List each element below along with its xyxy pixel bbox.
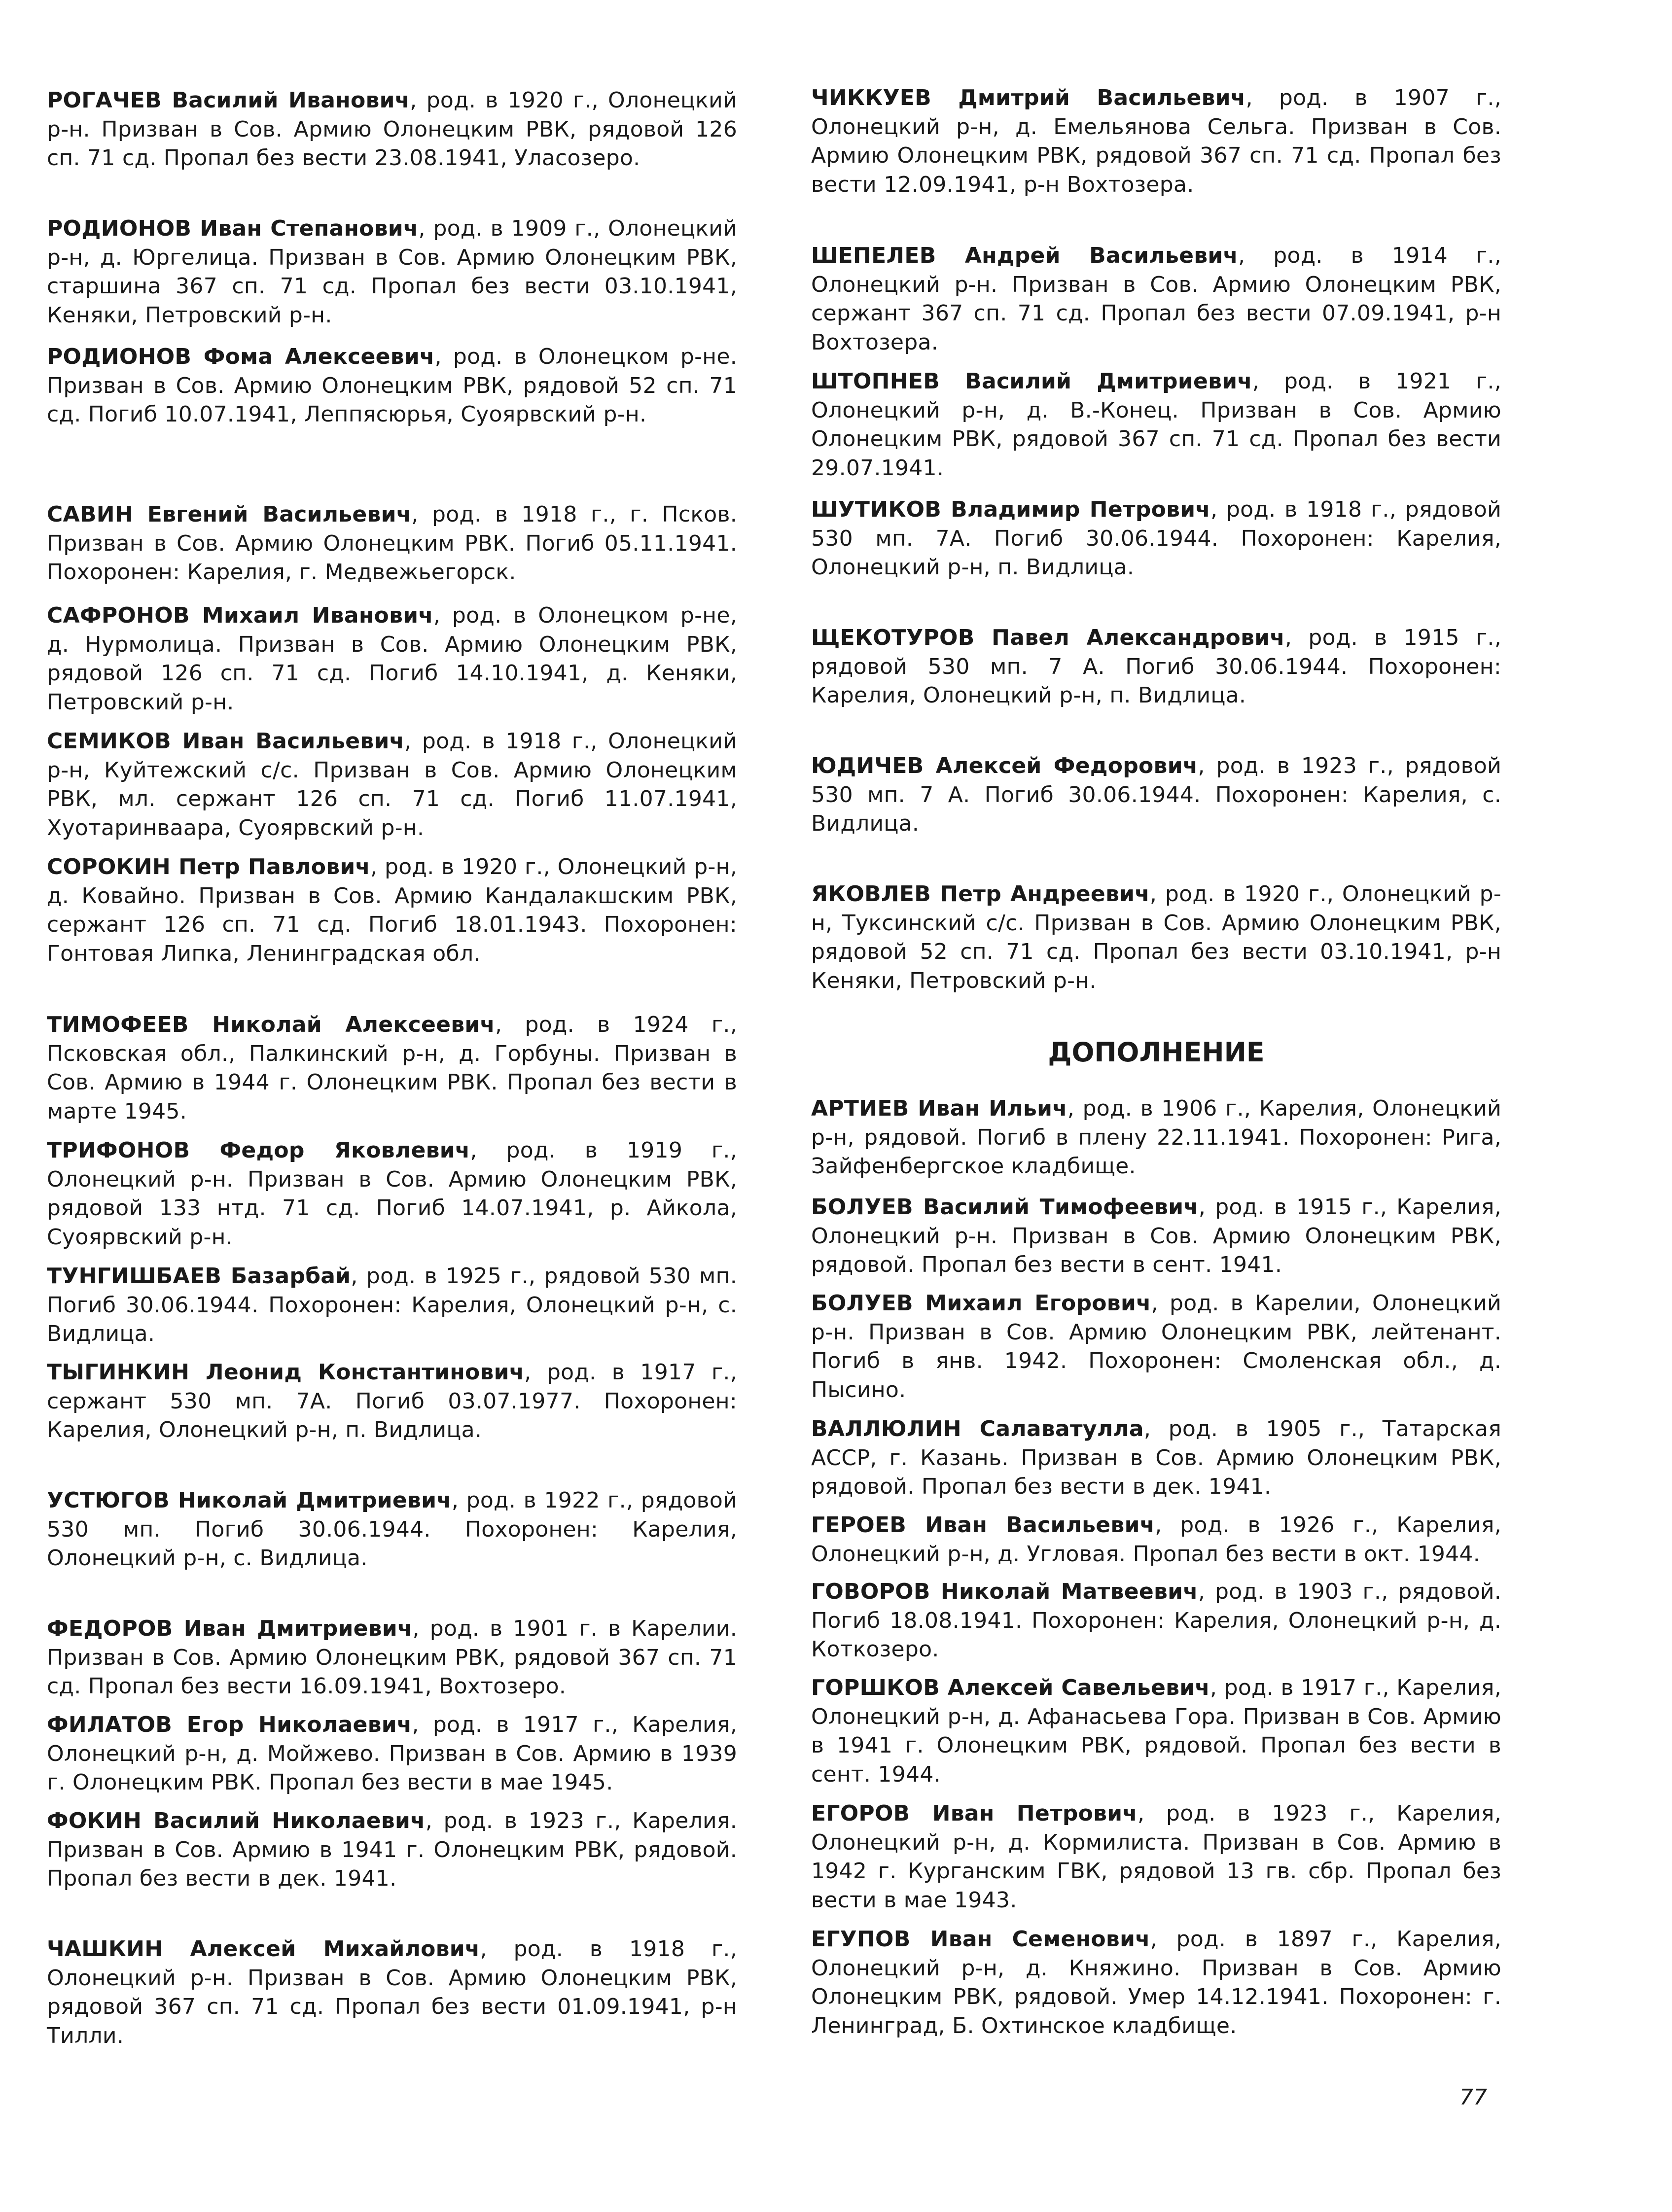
entry-name: ТИМОФЕЕВ Николай Алексеевич [47, 1012, 496, 1037]
entry-boluev-vasily [811, 1193, 1501, 1280]
entry-name: РОДИОНОВ Фома Алексеевич [47, 344, 435, 369]
entry-text: , род. в 1897 г., Карелия, Олонецкий р-н, д. Княжино. Призван в Сов. Армию Олонецким РВК, рядовой. Умер 14.12.1941. Похоронен: г. Ленинград, Б. Охтинское кладбище. [811, 1927, 1501, 2038]
entry-name: УСТЮГОВ Николай Дмитриевич [47, 1488, 452, 1513]
entry-vallyulin [811, 1415, 1501, 1502]
entry-egorov [811, 1799, 1501, 1915]
entry-name: БОЛУЕВ Василий Тимофеевич [811, 1194, 1199, 1220]
entry-text: , род. в 1909 г., Олонецкий р-н, д. Юргелица. Призван в Сов. Армию Олонецким РВК, старшина 367 сп. 71 сд. Пропал без вести 03.10.1941, Кеняки, Петровский р-н. [47, 216, 737, 328]
entry-egupov [811, 1925, 1501, 2040]
entry-gorshkov [811, 1674, 1501, 1789]
entry-name: ШТОПНЕВ Василий Дмитриевич [811, 369, 1252, 394]
entry-text: , род. в Карелии, Олонецкий р-н. Призван в Сов. Армию Олонецким РВК, лейтенант. Погиб в янв. 1942. Похоронен: Смоленская обл., д. Пысино. [811, 1291, 1501, 1403]
entry-name: САВИН Евгений Васильевич [47, 502, 412, 527]
entry-text: , род. в 1920 г., Олонецкий р-н, Туксинский с/с. Призван в Сов. Армию Олонецким РВК, рядовой 52 сп. 71 сд. Пропал без вести 03.10.1941, р-н Кеняки, Петровский р-н. [811, 881, 1501, 993]
entry-geroev [811, 1511, 1501, 1569]
entry-text: , род. в 1915 г., рядовой 530 мп. 7 А. Погиб 30.06.1944. Похоронен: Карелия, Олонецкий р-н, п. Видлица. [811, 625, 1501, 708]
entry-name: ШЕПЕЛЕВ Андрей Васильевич [811, 243, 1238, 268]
entry-name: ЧИККУЕВ Дмитрий Васильевич [811, 85, 1246, 110]
entry-timofeev [47, 1011, 737, 1126]
entry-text: , род. в 1923 г., Карелия. Призван в Сов. Армию в 1941 г. Олонецким РВК, рядовой. Пропал без вести в дек. 1941. [47, 1808, 737, 1891]
entry-safronov [47, 601, 737, 717]
section-title: ДОПОЛНЕНИЕ [1048, 1037, 1265, 1068]
entry-semikov [47, 727, 737, 843]
entry-name: ШУТИКОВ Владимир Петрович [811, 497, 1210, 522]
entry-rodionov-foma [47, 343, 737, 429]
entry-chikkuev [811, 84, 1501, 199]
entry-text: , род. в 1918 г., г. Псков. Призван в Сов. Армию Олонецким РВК. Погиб 05.11.1941. Похоронен: Карелия, г. Медвежьегорск. [47, 502, 737, 585]
entry-name: ГОРШКОВ Алексей Савельевич [811, 1675, 1210, 1700]
entry-schekoturov [811, 624, 1501, 710]
entry-name: БОЛУЕВ Михаил Егорович [811, 1291, 1151, 1316]
entry-name: ЧАШКИН Алексей Михайлович [47, 1936, 480, 1962]
entry-name: ТУНГИШБАЕВ Базарбай [47, 1264, 351, 1289]
entry-text: , род. в 1925 г., рядовой 530 мп. Погиб 30.06.1944. Похоронен: Карелия, Олонецкий р-н, с. Видлица. [47, 1264, 737, 1346]
entry-trifonov [47, 1136, 737, 1252]
entry-name: ФОКИН Василий Николаевич [47, 1808, 426, 1833]
entry-boluev-mikhail [811, 1289, 1501, 1404]
entry-text: , род. в 1922 г., рядовой 530 мп. Погиб 30.06.1944. Похоронен: Карелия, Олонецкий р-н, с. Видлица. [47, 1488, 737, 1571]
entry-chashkin [47, 1935, 737, 2050]
entry-text: , род. в 1901 г. в Карелии. Призван в Сов. Армию Олонецким РВК, рядовой 367 сп. 71 сд. Пропал без вести 16.09.1941, Вохтозеро. [47, 1616, 737, 1699]
entry-name: САФРОНОВ Михаил Иванович [47, 603, 433, 628]
entry-text: , род. в Олонецком р-не, д. Нурмолица. Призван в Сов. Армию Олонецким РВК, рядовой 126 сп. 71 сд. Погиб 14.10.1941, д. Кеняки, Петровский р-н. [47, 603, 737, 715]
entry-yudichev [811, 752, 1501, 839]
entry-shutikov [811, 495, 1501, 582]
entry-text: , род. в 1926 г., Карелия, Олонецкий р-н, д. Угловая. Пропал без вести в окт. 1944. [811, 1512, 1501, 1567]
entry-text: , род. в 1918 г., Олонецкий р-н. Призван в Сов. Армию Олонецким РВК, рядовой 367 сп. 71 сд. Пропал без вести 01.09.1941, р-н Тилли. [47, 1936, 737, 2048]
entry-name: ЩЕКОТУРОВ Павел Александрович [811, 625, 1285, 650]
entry-text: , род. в 1920 г., Олонецкий р-н, д. Ковайно. Призван в Сов. Армию Кандалакшским РВК, сержант 126 сп. 71 сд. Погиб 18.01.1943. Похоронен: Гонтовая Липка, Ленинградская обл. [47, 854, 737, 966]
entry-name: ФИЛАТОВ Егор Николаевич [47, 1712, 412, 1737]
entry-govorov [811, 1578, 1501, 1664]
entry-name: СЕМИКОВ Иван Васильевич [47, 729, 405, 754]
entry-name: СОРОКИН Петр Павлович [47, 854, 371, 879]
entry-name: ЮДИЧЕВ Алексей Федорович [811, 753, 1198, 778]
page-number: 77 [1459, 2085, 1487, 2110]
entry-text: , род. в 1918 г., рядовой 530 мп. 7А. Погиб 30.06.1944. Похоронен: Карелия, Олонецкий р-н, п. Видлица. [811, 497, 1501, 580]
entry-text: , род. в 1915 г., Карелия, Олонецкий р-н. Призван в Сов. Армию Олонецким РВК, рядовой. Пропал без вести в сент. 1941. [811, 1194, 1501, 1277]
entry-rogachev [47, 86, 737, 173]
entry-yakovlev [811, 880, 1501, 995]
entry-text: , род. в 1918 г., Олонецкий р-н, Куйтежский с/с. Призван в Сов. Армию Олонецким РВК, мл. сержант 126 сп. 71 сд. Погиб 11.07.1941, Хуотаринваара, Суоярвский р-н. [47, 729, 737, 841]
entry-name: ГОВОРОВ Николай Матвеевич [811, 1579, 1198, 1604]
entry-name: ФЕДОРОВ Иван Дмитриевич [47, 1616, 413, 1641]
entry-text: , род. в 1924 г., Псковская обл., Палкинский р-н, д. Горбуны. Призван в Сов. Армию в 1944 г. Олонецким РВК. Пропал без вести в марте 1945. [47, 1012, 737, 1124]
entry-savin [47, 500, 737, 587]
entry-name: ВАЛЛЮЛИН Салаватулла [811, 1416, 1144, 1441]
entry-name: ГЕРОЕВ Иван Васильевич [811, 1512, 1155, 1538]
entry-name: АРТИЕВ Иван Ильич [811, 1096, 1067, 1121]
entry-filatov [47, 1711, 737, 1797]
entry-name: РОДИОНОВ Иван Степанович [47, 216, 419, 241]
entry-text: , род. в 1907 г., Олонецкий р-н, д. Емельянова Сельга. Призван в Сов. Армию Олонецким РВК, рядовой 367 сп. 71 сд. Пропал без вести 12.09.1941, р-н Вохтозера. [811, 85, 1501, 197]
entry-artiev [811, 1094, 1501, 1181]
entry-name: ЕГОРОВ Иван Петрович [811, 1801, 1138, 1826]
entry-name: ЯКОВЛЕВ Петр Андреевич [811, 881, 1150, 907]
entry-ustyugov [47, 1486, 737, 1573]
entry-text: , род. в 1914 г., Олонецкий р-н. Призван в Сов. Армию Олонецким РВК, сержант 367 сп. 71 сд. Пропал без вести 07.09.1941, р-н Вохтозера. [811, 243, 1501, 355]
entry-text: , род. в 1917 г., Карелия, Олонецкий р-н, д. Афанасьева Гора. Призван в Сов. Армию в 1941 г. Олонецким РВК, рядовой. Пропал без вести в сент. 1944. [811, 1675, 1501, 1787]
entry-name: ЕГУПОВ Иван Семенович [811, 1927, 1150, 1952]
entry-text: , род. в 1923 г., рядовой 530 мп. 7 А. Погиб 30.06.1944. Похоронен: Карелия, с. Видлица. [811, 753, 1501, 836]
entry-text: , род. в Олонецком р-не. Призван в Сов. Армию Олонецким РВК, рядовой 52 сп. 71 сд. Погиб 10.07.1941, Леппясюрья, Суоярвский р-н. [47, 344, 737, 427]
entry-sorokin [47, 853, 737, 968]
entry-fedorov [47, 1615, 737, 1701]
entry-tyginkin [47, 1358, 737, 1445]
entry-fokin [47, 1807, 737, 1894]
entry-text: , род. в 1920 г., Олонецкий р-н. Призван в Сов. Армию Олонецким РВК, рядовой 126 сп. 71 сд. Пропал без вести 23.08.1941, Уласозеро. [47, 88, 737, 171]
entry-name: ТРИФОНОВ Федор Яковлевич [47, 1138, 470, 1163]
entry-name: ТЫГИНКИН Леонид Константинович [47, 1360, 525, 1385]
entry-text: , род. в 1921 г., Олонецкий р-н, д. В.-Конец. Призван в Сов. Армию Олонецким РВК, рядовой 367 сп. 71 сд. Пропал без вести 29.07.1941. [811, 369, 1502, 481]
entry-text: , род. в 1923 г., Карелия, Олонецкий р-н, д. Кормилиста. Призван в Сов. Армию в 1942 г. Курганским ГВК, рядовой 13 гв. сбр. Пропал без вести в мае 1943. [811, 1801, 1501, 1913]
entry-text: , род. в 1903 г., рядовой. Погиб 18.08.1941. Похоронен: Карелия, Олонецкий р-н, д. Коткозеро. [811, 1579, 1501, 1662]
entry-text: , род. в 1917 г., сержант 530 мп. 7А. Погиб 03.07.1977. Похоронен: Карелия, Олонецкий р-н, п. Видлица. [47, 1360, 738, 1442]
entry-text: , род. в 1905 г., Татарская АССР, г. Казань. Призван в Сов. Армию Олонецким РВК, рядовой. Пропал без вести в дек. 1941. [811, 1416, 1502, 1499]
entry-shtopnev [811, 367, 1501, 483]
entry-tungishbaev [47, 1262, 737, 1349]
entry-shepelev [811, 242, 1501, 357]
entry-name: РОГАЧЕВ Василий Иванович [47, 88, 410, 113]
entry-rodionov-ivan [47, 214, 737, 330]
entry-text: , род. в 1919 г., Олонецкий р-н. Призван в Сов. Армию Олонецким РВК, рядовой 133 нтд. 71 сд. Погиб 14.07.1941, р. Айкола, Суоярвский р-н. [47, 1138, 737, 1250]
entry-text: , род. в 1906 г., Карелия, Олонецкий р-н, рядовой. Погиб в плену 22.11.1941. Похоронен: Рига, Зайфенбергское кладбище. [811, 1096, 1501, 1179]
entry-text: , род. в 1917 г., Карелия, Олонецкий р-н, д. Мойжево. Призван в Сов. Армию в 1939 г. Олонецким РВК. Пропал без вести в мае 1945. [47, 1712, 737, 1795]
